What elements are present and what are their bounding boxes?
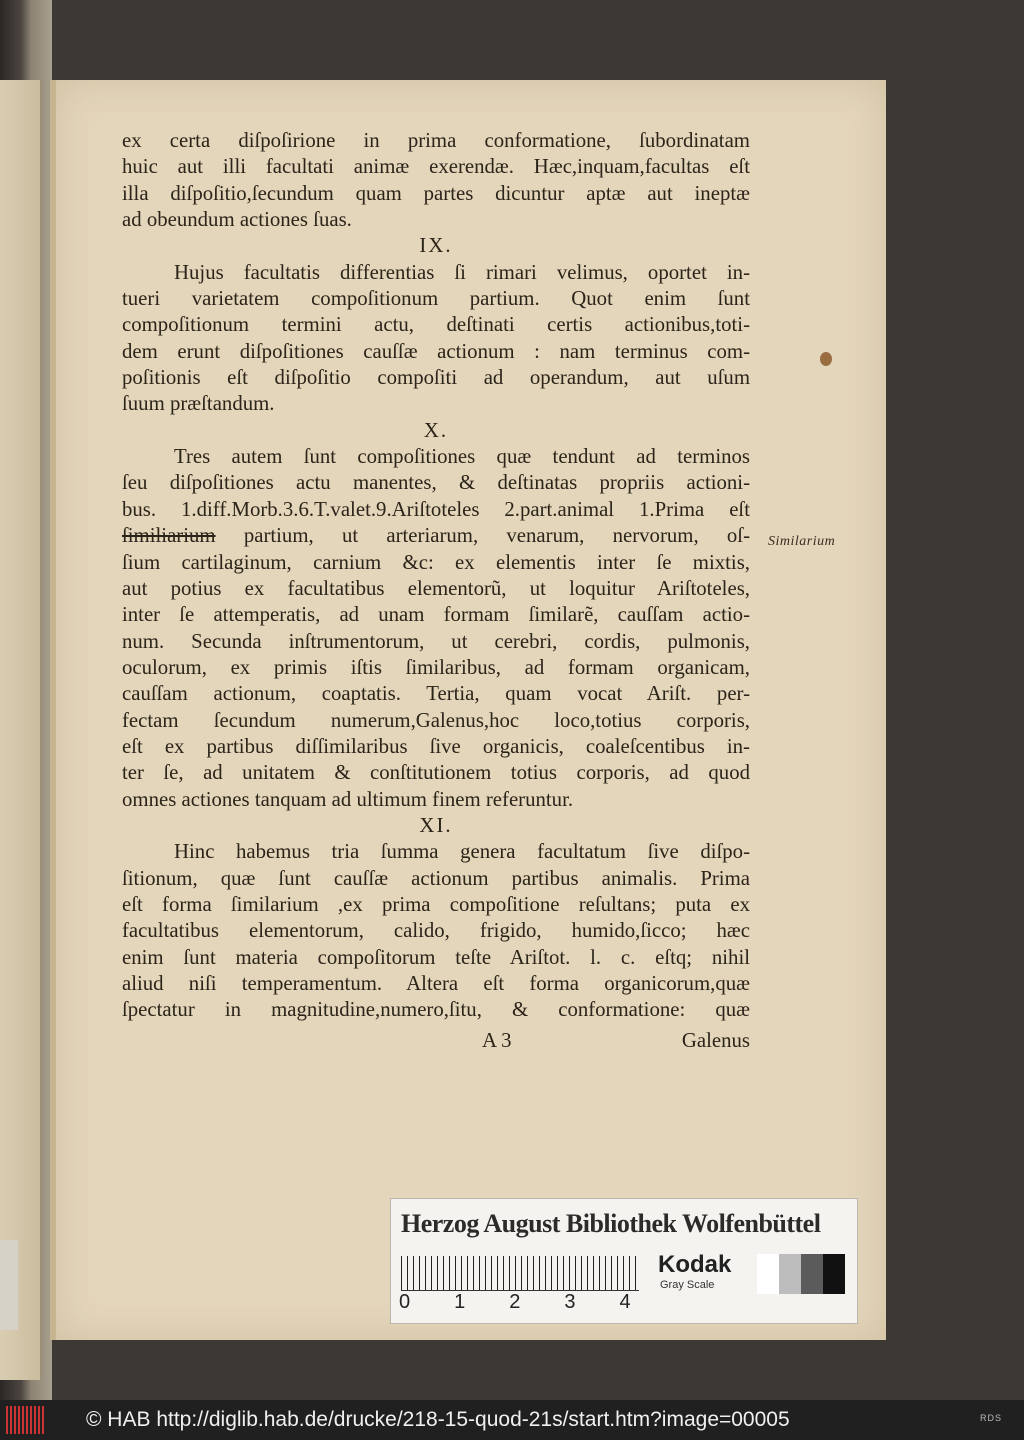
text-line: oculorum, ex primis iſtis ſimilaribus, ad formam organicam, (122, 655, 750, 679)
text-line: ſeu diſpoſitiones actu manentes, & deſtinatas propriis actioni- (122, 471, 750, 495)
text-line: eſt ex partibus diſſimilaribus ſive organicis, coaleſcentibus in- (122, 734, 750, 758)
text-line: poſitionis eſt diſpoſitio compoſiti ad operandum, aut uſum (122, 366, 750, 390)
ruler-label: 0 (399, 1291, 411, 1313)
text-line: facultatibus elementorum, calido, frigido, humido,ſicco; hæc (122, 919, 750, 943)
text-line: omnes actiones tanquam ad ultimum finem referuntur. (122, 787, 574, 811)
page-stain (820, 352, 832, 366)
catchword: Galenus (681, 1028, 750, 1052)
struck-word: ſimiliarium (122, 524, 216, 548)
gray-swatch (801, 1254, 823, 1294)
text-line: ſpectatur in magnitudine,numero,ſitu, & conformatione: quæ (122, 998, 750, 1022)
text-line: ſium cartilaginum, carnium &c: ex elementis inter ſe mixtis, (122, 550, 750, 574)
text-line: dem erunt diſpoſitiones cauſſæ actionum : nam terminus com- (122, 339, 750, 363)
text-line: cauſſam actionum, coaptatis. Tertia, quam vocat Ariſt. per- (122, 682, 750, 706)
signature-mark: A 3 (482, 1028, 512, 1052)
barcode-icon (6, 1406, 46, 1434)
text-line: illa diſpoſitio,ſecundum quam partes dicuntur aptæ aut ineptæ (122, 181, 750, 205)
text-line: ter ſe, ad unitatem & conſtitutionem totius corporis, ad quod (122, 761, 750, 785)
viewer-footer (0, 1400, 1024, 1440)
gray-swatch (823, 1254, 845, 1294)
gray-scale-label: Gray Scale (660, 1279, 715, 1291)
ruler-label: 4 (619, 1291, 631, 1313)
text-line: Hujus facultatis differentias ſi rimari velimus, oportet in- (174, 260, 750, 284)
kodak-logo: Kodak (658, 1251, 732, 1278)
text-line: Tres autem ſunt compoſitiones quæ tendunt ad terminos (174, 445, 750, 469)
text-line: compoſitionum termini actu, deſtinati certis actionibus,toti- (122, 313, 750, 337)
ruler-label: 2 (509, 1291, 521, 1313)
text-line: aut potius ex facultatibus elementorũ, ut loquitur Ariſtoteles, (122, 576, 750, 600)
color-target-card (390, 1198, 858, 1324)
ruler-labels (399, 1291, 649, 1314)
text-line: bus. 1.diff.Morb.3.6.T.valet.9.Ariſtoteles 2.part.animal 1.Prima eſt (122, 497, 750, 521)
ruler-label: 3 (564, 1291, 576, 1313)
text-line: ſuum præſtandum. (122, 392, 275, 416)
text-line: Hinc habemus tria ſumma genera facultatum ſive diſpo- (174, 840, 750, 864)
section-numeral-ix: IX. (419, 234, 453, 258)
text-line: ſitionum, quæ ſunt cauſſæ actionum partibus animalis. Prima (122, 866, 750, 890)
text-line: eſt forma ſimilarium ,ex prima compoſitione reſultans; puta ex (122, 892, 750, 916)
page-footer (122, 1028, 750, 1054)
gray-swatch (779, 1254, 801, 1294)
text-line: enim ſunt materia compoſitorum teſte Ariſtot. l. c. eſtq; nihil (122, 945, 750, 969)
footer-mark: RDS (979, 1413, 1002, 1423)
text-line: fectam ſecundum numerum,Galenus,hoc loco,totius corporis, (122, 708, 750, 732)
handwritten-margin-note: Similarium (768, 534, 836, 549)
section-numeral-x: X. (423, 418, 449, 442)
section-numeral-xi: XI. (419, 813, 453, 837)
library-name: Herzog August Bibliothek Wolfenbüttel (401, 1209, 821, 1238)
text-line: tueri varietatem compoſitionum partium. Quot enim ſunt (122, 287, 750, 311)
text-line: huic aut illi facultati animæ exerendæ. Hæc,inquam,facultas eſt (122, 155, 750, 179)
gray-swatches (757, 1254, 845, 1294)
gray-swatch (757, 1254, 779, 1294)
text-line: inter ſe attemperatis, ad unam formam ſimilarẽ, cauſſam actio- (122, 603, 750, 627)
text-line: ad obeundum actiones ſuas. (122, 208, 352, 232)
text-line-with-deletion (122, 523, 750, 549)
previous-page-edge (0, 80, 42, 1380)
copyright-link[interactable]: © HAB http://diglib.hab.de/drucke/218-15-quod-21s/start.htm?image=00005 (86, 1408, 790, 1431)
text-line: num. Secunda inſtrumentorum, ut cerebri, cordis, pulmonis, (122, 629, 750, 653)
text-line: ex certa diſpoſirione in prima conformatione, ſubordinatam (122, 129, 750, 152)
ruler-label: 1 (454, 1291, 466, 1313)
previous-page-tab (0, 1240, 18, 1330)
page-text (122, 128, 750, 1054)
text-line: aliud niſi temperamentum. Altera eſt forma organicorum,quæ (122, 972, 750, 995)
ruler-ticks (401, 1256, 639, 1291)
line-remainder: partium, ut arteriarum, venarum, nervorum, oſ- (215, 524, 750, 548)
